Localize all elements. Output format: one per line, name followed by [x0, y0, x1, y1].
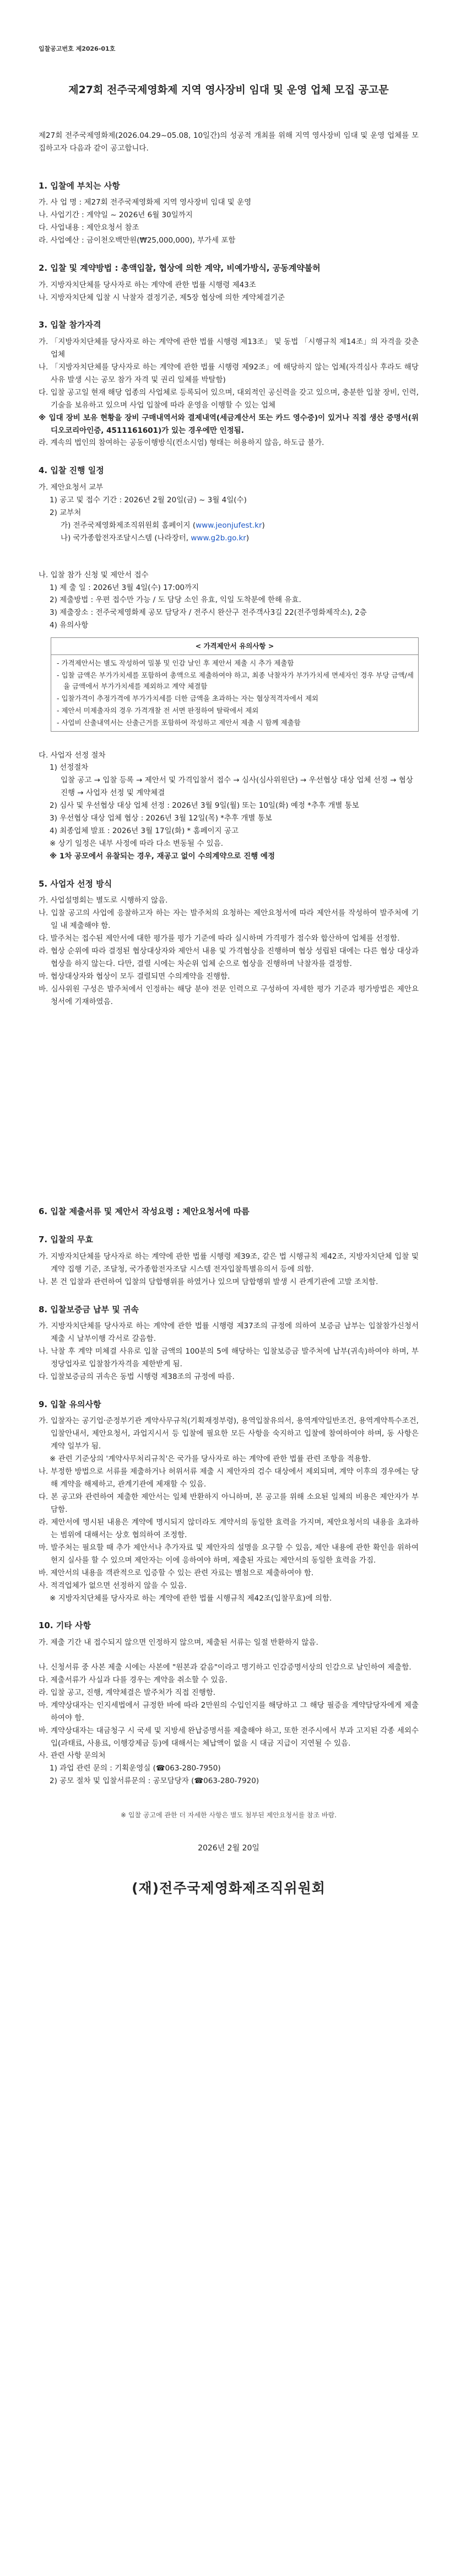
s4c-line: ※ 상기 일정은 내부 사정에 따라 다소 변동될 수 있음.	[50, 839, 224, 849]
document-sheet	[39, 44, 419, 1901]
s10-line: 다. 제출서류가 사실과 다를 경우는 계약을 취소할 수 있음.	[39, 1675, 228, 1684]
s10-contact: 1) 과업 관련 문의 : 기획운영실 (☎063-280-7950)	[50, 1764, 221, 1773]
s9-line: 다. 본 공고와 관련하여 제출한 제안서는 일체 반환하지 아니하며, 본 공고를 위해 소요된 일체의 비용은 제안자가 부담함.	[39, 1493, 419, 1514]
notice-item: - 입찰 금액은 부가가치세를 포함하여 총액으로 제출하여야 하고, 최종 낙찰자가 부가가치세 면세자인 경우 부당 금액/세율 금액에서 부가가치세를 제외하고 계약 체결함	[57, 670, 414, 690]
s9-line: ※ 관련 기준상의 '계약사무처리규칙'은 국가를 당사자로 하는 계약에 관한 법률 관련 조항을 적용함.	[50, 1455, 371, 1464]
s3-line: 다. 입찰 공고일 현재 해당 업종의 사업체로 등록되어 있으며, 대외적인 공신력을 갖고 있으며, 충분한 입찰 장비, 인력, 기술을 보유하고 있으며 사업 입찰에 따라 운영을 이행할 수 있는 업체	[39, 388, 419, 410]
s4c-line: 다. 사업자 선정 절차	[39, 750, 106, 760]
s5-line: 라. 협상 순위에 따라 결정된 협상대상자와 제안서 내용 및 가격협상을 진행하며 협상 성립된 대에는 다른 협상 대상과 협상을 하지 않는다. 다만, 결렬 시에는 차순위 업체 순으로 협상을 진행하며 낙찰자를 결정함.	[39, 947, 419, 969]
s3-bold-note: ※ 입대 장비 보유 현황을 장비 구매내역서와 결제내역(세금계산서 또는 카드 영수증)이 있거나 직접 생산 증명서(위디오코리아인증, 4511161601)가 있는 경우에만 인정됨.	[39, 413, 419, 435]
s4-line: 가. 제안요청서 교부	[39, 482, 104, 492]
s9-line: 라. 제안서에 명시된 내용은 계약에 명시되지 않더라도 계약서의 동일한 효력을 가지며, 제안요청서의 내용을 초과하는 범위에 대해서는 상호 협의하여 조정함.	[39, 1517, 419, 1539]
s2-line: 나. 지방자치단체 입찰 시 낙찰자 결정기준, 제5장 협상에 의한 계약체결기준	[39, 293, 285, 302]
s9-line: 가. 입찰자는 공기업·준정부기관 계약사무규칙(기획재정부령), 용역입찰유의서, 용역계약일반조건, 용역계약특수조건, 입찰안내서, 제안요청서, 과업지시서 등 입찰에 필요한 모든 사항을 숙지하고 입찰에 참여하여야 하며, 동 사항은 계약 일부가 됨.	[39, 1416, 419, 1451]
s2-line: 가. 지방자치단체를 당사자로 하는 계약에 관한 법률 시행령 제43조	[39, 280, 256, 289]
doc-title: 제27회 전주국제영화제 지역 영사장비 임대 및 운영 업체 모집 공고문	[68, 83, 389, 96]
section-9-heading: 9. 입찰 유의사항	[39, 1399, 101, 1409]
s8-line: 가. 지방자치단체를 당사자로 하는 계약에 관한 법률 시행령 제37조의 규정에 의하여 보증금 납부는 입찰참가신청서 제출 시 날부이행 각서로 갈음함.	[39, 1322, 419, 1344]
homepage-link[interactable]: www.jeonjufest.kr	[196, 520, 262, 530]
link2-label: 나) 국가종합전자조달시스템 (나라장터,	[61, 533, 189, 543]
section-10-heading: 10. 기타 사항	[39, 1620, 91, 1631]
notice-date: 2026년 2월 20일	[198, 1843, 259, 1853]
s4-line: 2) 교부처	[50, 508, 82, 517]
s9-line: 마. 발주처는 필요할 때 추가 제안서나 추가자료 및 제안자의 설명을 요구할 수 있음, 제안 내용에 관한 확인을 위하여 현지 실사를 할 수 있으며 제안자는 이에 응하여야 하며, 제출된 자료는 제안서의 동일한 효력을 가짐.	[39, 1543, 419, 1565]
s7-line: 가. 지방자치단체를 당사자로 하는 계약에 관한 법률 시행령 제39조, 같은 법 시행규칙 제42조, 지방자치단체 입찰 및 계약 집행 기준, 조달청, 국가종합전자조달 시스템 전자입찰특별유의서 등에 의함.	[39, 1252, 419, 1274]
section-1-heading: 1. 입찰에 부치는 사항	[39, 180, 120, 191]
s4-line: 1) 제 출 일 : 2026년 3월 4일(수) 17:00까지	[50, 583, 199, 592]
notice-item: - 제안서 미제출자의 경우 가격개찰 전 서면 판정하여 탈락에서 제외	[57, 706, 259, 715]
g2b-link[interactable]: www.g2b.go.kr	[191, 533, 246, 543]
s5-line: 바. 심사위원 구성은 발주처에서 인정하는 해당 분야 전문 인력으로 구성하여 자세한 평가 기준과 평가방법은 제안요청서에 기재하였음.	[39, 985, 419, 1006]
s4-line: 2) 제출방법 : 우편 접수만 가능 / 도 담당 소인 유효, 익일 도착분에 한해 유효.	[50, 595, 301, 605]
s1-line: 나. 사업기간 : 계약일 ~ 2026년 6월 30일까지	[39, 211, 193, 220]
s4-link-line	[39, 519, 419, 532]
section-4-heading: 4. 입찰 진행 일정	[39, 465, 104, 476]
paren-close: )	[246, 533, 250, 543]
s10-line: 나. 신청서류 중 사본 제출 시에는 사본에 "원본과 같음"이라고 명기하고 인감증명서상의 인감으로 날인하여 제출함.	[39, 1662, 411, 1672]
s10-line: 바. 계약상대자는 대금청구 시 국세 및 지방세 완납증명서를 제출해야 하고, 또한 전주시에서 부과 고지된 각종 세외수입(과태료, 사용료, 이행강제금 등)에 대해서는 체납액이 없을 시 대금 지급이 지연될 수 있음.	[39, 1726, 419, 1748]
section-7-heading: 7. 입찰의 무효	[39, 1235, 94, 1245]
s3-line: 라. 계속의 법인의 참여하는 공동이행방식(컨소시엄) 형태는 허용하지 않음, 하도급 불가.	[39, 438, 324, 448]
s4c-line: 1) 선정절차	[50, 763, 89, 772]
s4-line: 3) 제출장소 : 전주국제영화제 공모 담당자 / 전주시 완산구 전주객사3길 22(전주영화제작소), 2층	[50, 608, 367, 618]
s9-line: 사. 적격업체가 없으면 선정하지 않을 수 있음.	[39, 1581, 187, 1590]
s8-line: 다. 입찰보증금의 귀속은 동법 시행령 제38조의 규정에 따름.	[39, 1372, 235, 1381]
s4c-line: 2) 심사 및 우선협상 대상 업체 선정 : 2026년 3월 9일(월) 또는 10일(화) 예정 *추후 개별 통보	[50, 801, 359, 811]
paren-close: )	[262, 520, 265, 530]
s5-line: 다. 발주처는 접수된 제안서에 대한 평가를 평가 기준에 따라 실시하며 가격평가 점수와 합산하여 업체를 선정함.	[39, 934, 400, 943]
s1-line: 가. 사 업 명 : 제27회 전주국제영화제 지역 영사장비 임대 및 운영	[39, 198, 252, 207]
notice-heading: < 가격제안서 유의사항 >	[51, 638, 418, 654]
s5-line: 가. 사업설명회는 별도로 시행하지 않음.	[39, 896, 168, 905]
s9-line: 바. 제안서의 내용을 객관적으로 입증할 수 있는 관련 자료는 별첨으로 제출하여야 함.	[39, 1568, 314, 1577]
notice-item: - 가격제안서는 별도 작성하여 밀봉 및 인감 날인 후 제안서 제출 시 추가 제출함	[57, 658, 294, 667]
footer-note: ※ 입찰 공고에 관한 더 자세한 사항은 별도 첨부된 제안요청서를 참조 바람.	[121, 1811, 337, 1820]
notice-item: - 입찰가격이 추정가격에 부가가치세를 더한 금액을 초과하는 자는 협상적격자에서 제외	[57, 694, 318, 702]
s9-line: 나. 부정한 방법으로 서류를 제출하거나 허위서류 제출 시 제안자의 검수 대상에서 제외되며, 계약 이후의 경우에는 당해 계약을 해제하고, 관계기관에 제재할 수 있음.	[39, 1467, 419, 1489]
s8-line: 나. 낙찰 후 계약 미체결 사유로 입찰 금액의 100분의 5에 해당하는 입찰보증금 발주처에 납부(귀속)하여야 하며, 부정당업자로 입찰참가자격을 제한받게 됨.	[39, 1347, 419, 1369]
s4c-bold-note: ※ 1차 공모에서 유찰되는 경우, 재공고 없이 수의계약으로 진행 예정	[50, 852, 275, 861]
s1-line: 라. 사업예산 : 금이천오백만원(₩25,000,000), 부가세 포함	[39, 236, 236, 245]
section-8-heading: 8. 입찰보증금 납부 및 귀속	[39, 1304, 139, 1314]
s4-line: 1) 공고 및 접수 기간 : 2026년 2월 20일(금) ~ 3월 4일(수)	[50, 495, 247, 505]
s4-line: 4) 유의사항	[50, 621, 89, 630]
s7-line: 나. 본 건 입찰과 관련하여 입찰의 담합행위를 하였거나 있으며 담합행위 발생 시 관계기관에 고발 조치함.	[39, 1277, 378, 1286]
s3-line: 나. 「지방자치단체를 당사자로 하는 계약에 관한 법률 시행령 제92조」에 해당하지 않는 업체(자격심사 후라도 해당 사유 발생 시는 공모 참가 자격 및 권리 일체를 박탈함)	[39, 362, 419, 384]
s4-line: 나. 입찰 참가 신청 및 제안서 접수	[39, 570, 149, 579]
price-proposal-notice-box	[51, 637, 419, 731]
selection-flow: 입찰 공고 → 입찰 등록 → 제안서 및 가격입찰서 접수 → 심사(심사위원단) → 우선협상 대상 업체 선정 → 협상 진행 → 사업자 선정 및 계약체결	[61, 776, 413, 798]
s5-line: 마. 협상대상자와 협상이 모두 결렬되면 수의계약을 진행함.	[39, 972, 230, 981]
s4c-line: 3) 우선협상 대상 업체 협상 : 2026년 3월 12일(목) *추후 개별 통보	[50, 814, 272, 823]
s10-line: 마. 계약상대자는 인지세법에서 규정한 바에 따라 2만원의 수입인지를 해당하고 그 해당 필증을 계약담당자에게 제출하여야 함.	[39, 1700, 419, 1722]
s10-contact: 2) 공모 절차 및 입찰서류문의 : 공모담당자 (☎063-280-7920)	[50, 1777, 259, 1786]
organization-name: (재)전주국제영화제조직위원회	[132, 1880, 326, 1897]
s3-line: 가. 「지방자치단체를 당사자로 하는 계약에 관한 법률 시행령 제13조」 및 동법 「시행규칙 제14조」의 자격을 갖춘 업체	[39, 337, 419, 359]
intro-paragraph: 제27회 전주국제영화제(2026.04.29~05.08, 10일간)의 성공적 개최를 위해 지역 영사장비 임대 및 운영 업체를 모집하고자 다음과 같이 공고합니다.	[39, 131, 419, 153]
section-5-heading: 5. 사업자 선정 방식	[39, 878, 112, 889]
s10-line: 가. 제출 기간 내 접수되지 않으면 인정하지 않으며, 제출된 서류는 일절 반환하지 않음.	[39, 1638, 318, 1647]
s10-line: 사. 관련 사항 문의처	[39, 1751, 106, 1761]
s4c-line: 4) 최종업체 발표 : 2026년 3월 17일(화) * 홈페이지 공고	[50, 827, 239, 836]
doc-number: 입찰공고번호 제2026-01호	[39, 45, 116, 52]
link1-label: 가) 전주국제영화제조직위원회 홈페이지 (	[61, 520, 196, 530]
s4-link-line	[39, 532, 419, 545]
section-2-heading: 2. 입찰 및 계약방법 : 총액입찰, 협상에 의한 계약, 비예가방식, 공동계약불허	[39, 263, 321, 273]
s10-line: 라. 입찰 공고, 진행, 계약체결은 발주처가 직접 진행함.	[39, 1688, 216, 1697]
s1-line: 다. 사업내용 : 제안요청서 참조	[39, 223, 139, 233]
notice-item: - 사업비 산출내역서는 산출근거를 포함하여 작성하고 제안서 제출 시 함께 제출함	[57, 718, 301, 727]
section-6-heading: 6. 입찰 제출서류 및 제안서 작성요령 : 제안요청서에 따름	[39, 1206, 250, 1216]
s9-line: ※ 지방자치단체를 당사자로 하는 계약에 관한 법률 시행규칙 제42조(입찰무효)에 의함.	[50, 1593, 332, 1603]
s5-line: 나. 입찰 공고의 사업에 응찰하고자 하는 자는 발주처의 요청하는 제안요청서에 따라 제안서를 작성하여 발주처에 기일 내 제출해야 함.	[39, 909, 419, 931]
section-3-heading: 3. 입찰 참가자격	[39, 320, 101, 330]
